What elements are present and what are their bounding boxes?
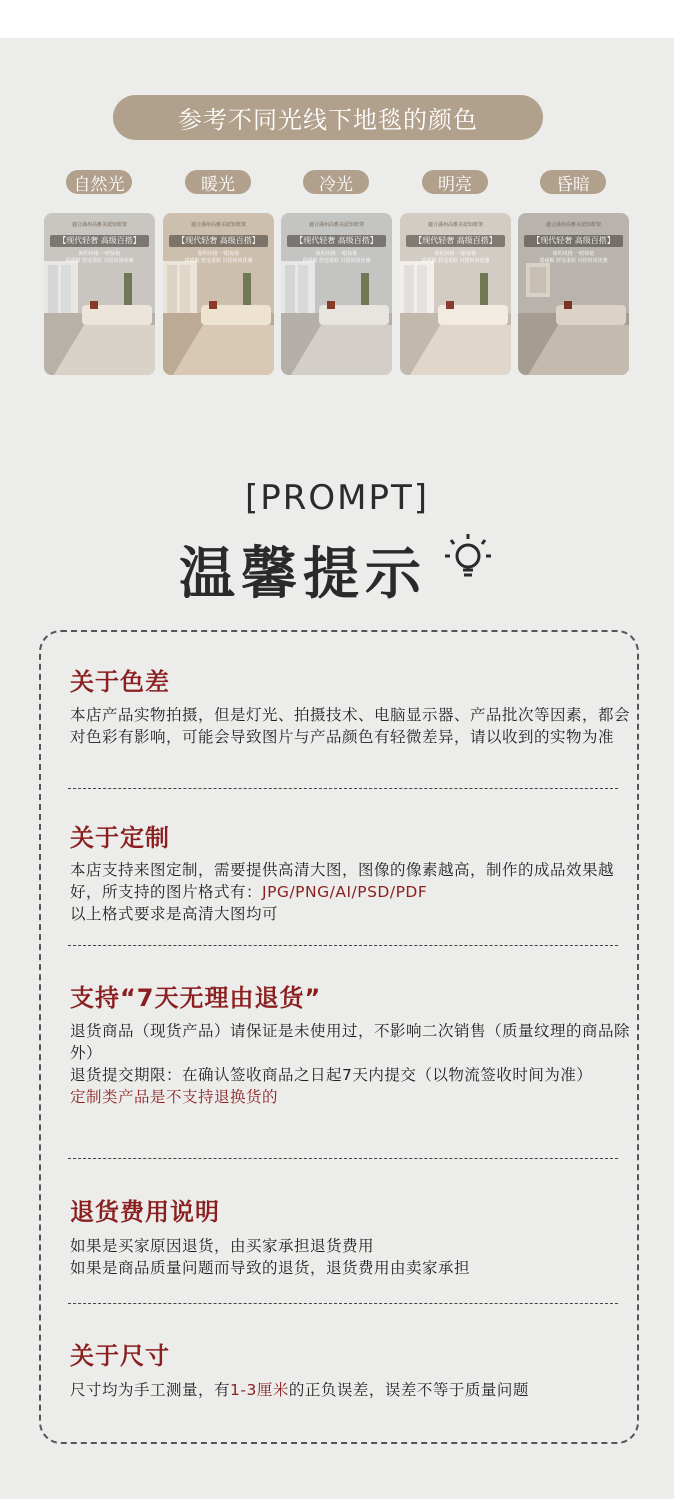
- divider: [68, 945, 618, 946]
- lighting-banner: 参考不同光线下地毯的颜色: [113, 95, 543, 140]
- thumbnail-dim: 適合滿州高雅美認知框架 【现代轻奢 高级百搭】 简约风格 一眼惊艳 质感极 舒适柔软 百搭时尚优雅: [518, 213, 629, 375]
- section-body-return-fees: 如果是买家原因退货，由买家承担退货费用 如果是商品质量问题而导致的退货，退货费用由卖家承担: [70, 1237, 471, 1277]
- size-tolerance: 1-3厘米: [230, 1381, 289, 1399]
- top-strip: [0, 0, 674, 38]
- section-title-color-difference: 关于色差: [70, 668, 170, 696]
- image-formats: JPG/PNG/AI/PSD/PDF: [262, 883, 428, 901]
- thumbnail-bright: 適合滿州高雅美認知框架 【现代轻奢 高级百搭】 简约风格 一眼惊艳 质感极 舒适柔软 百搭时尚优雅: [400, 213, 511, 375]
- thumbnail-natural: 適合滿州高雅美認知框架 【现代轻奢 高级百搭】 简约风格 一眼惊艳 质感极 舒适柔软 百搭时尚优雅: [44, 213, 155, 375]
- divider: [68, 788, 618, 789]
- custom-no-return-note: 定制类产品是不支持退换货的: [70, 1088, 279, 1106]
- thumbnail-cool: 適合滿州高雅美認知框架 【现代轻奢 高级百搭】 简约风格 一眼惊艳 质感极 舒适柔软 百搭时尚优雅: [281, 213, 392, 375]
- section-title-size: 关于尺寸: [70, 1342, 170, 1370]
- label-warm-light: 暖光: [185, 170, 251, 194]
- label-natural-light: 自然光: [66, 170, 132, 194]
- thumbnail-warm: 適合滿州高雅美認知框架 【现代轻奢 高级百搭】 简约风格 一眼惊艳 质感极 舒适柔软 百搭时尚优雅: [163, 213, 274, 375]
- divider: [68, 1158, 618, 1159]
- label-dim-light: 昏暗: [540, 170, 606, 194]
- section-body-customization: 本店支持来图定制，需要提供高清大图，图像的像素越高，制作的成品效果越好，所支持的图片格式有：JPG/PNG/AI/PSD/PDF 以上格式要求是高清大图均可: [70, 861, 615, 923]
- section-title-customization: 关于定制: [70, 824, 170, 852]
- lightbulb-icon: [440, 528, 500, 588]
- label-bright-light: 明亮: [422, 170, 488, 194]
- prompt-heading-cn: 温馨提示: [179, 542, 427, 607]
- section-title-return-fees: 退货费用说明: [70, 1198, 220, 1226]
- divider: [68, 1303, 618, 1304]
- label-cool-light: 冷光: [303, 170, 369, 194]
- section-title-return-policy: 支持“7天无理由退货”: [70, 984, 322, 1012]
- section-body-return-policy: 退货商品（现货产品）请保证是未使用过，不影响二次销售（质量纹理的商品除外） 退货提交期限：在确认签收商品之日起7天内提交（以物流签收时间为准） 定制类产品是不支持退换货的: [70, 1022, 631, 1106]
- prompt-heading-en: [PROMPT]: [244, 478, 430, 518]
- section-body-size: 尺寸均为手工测量，有1-3厘米的正负误差，误差不等于质量问题: [70, 1381, 529, 1399]
- section-body-color-difference: 本店产品实物拍摄，但是灯光、拍摄技术、电脑显示器、产品批次等因素，都会对色彩有影响，可能会导致图片与产品颜色有轻微差异，请以收到的实物为准: [70, 706, 631, 746]
